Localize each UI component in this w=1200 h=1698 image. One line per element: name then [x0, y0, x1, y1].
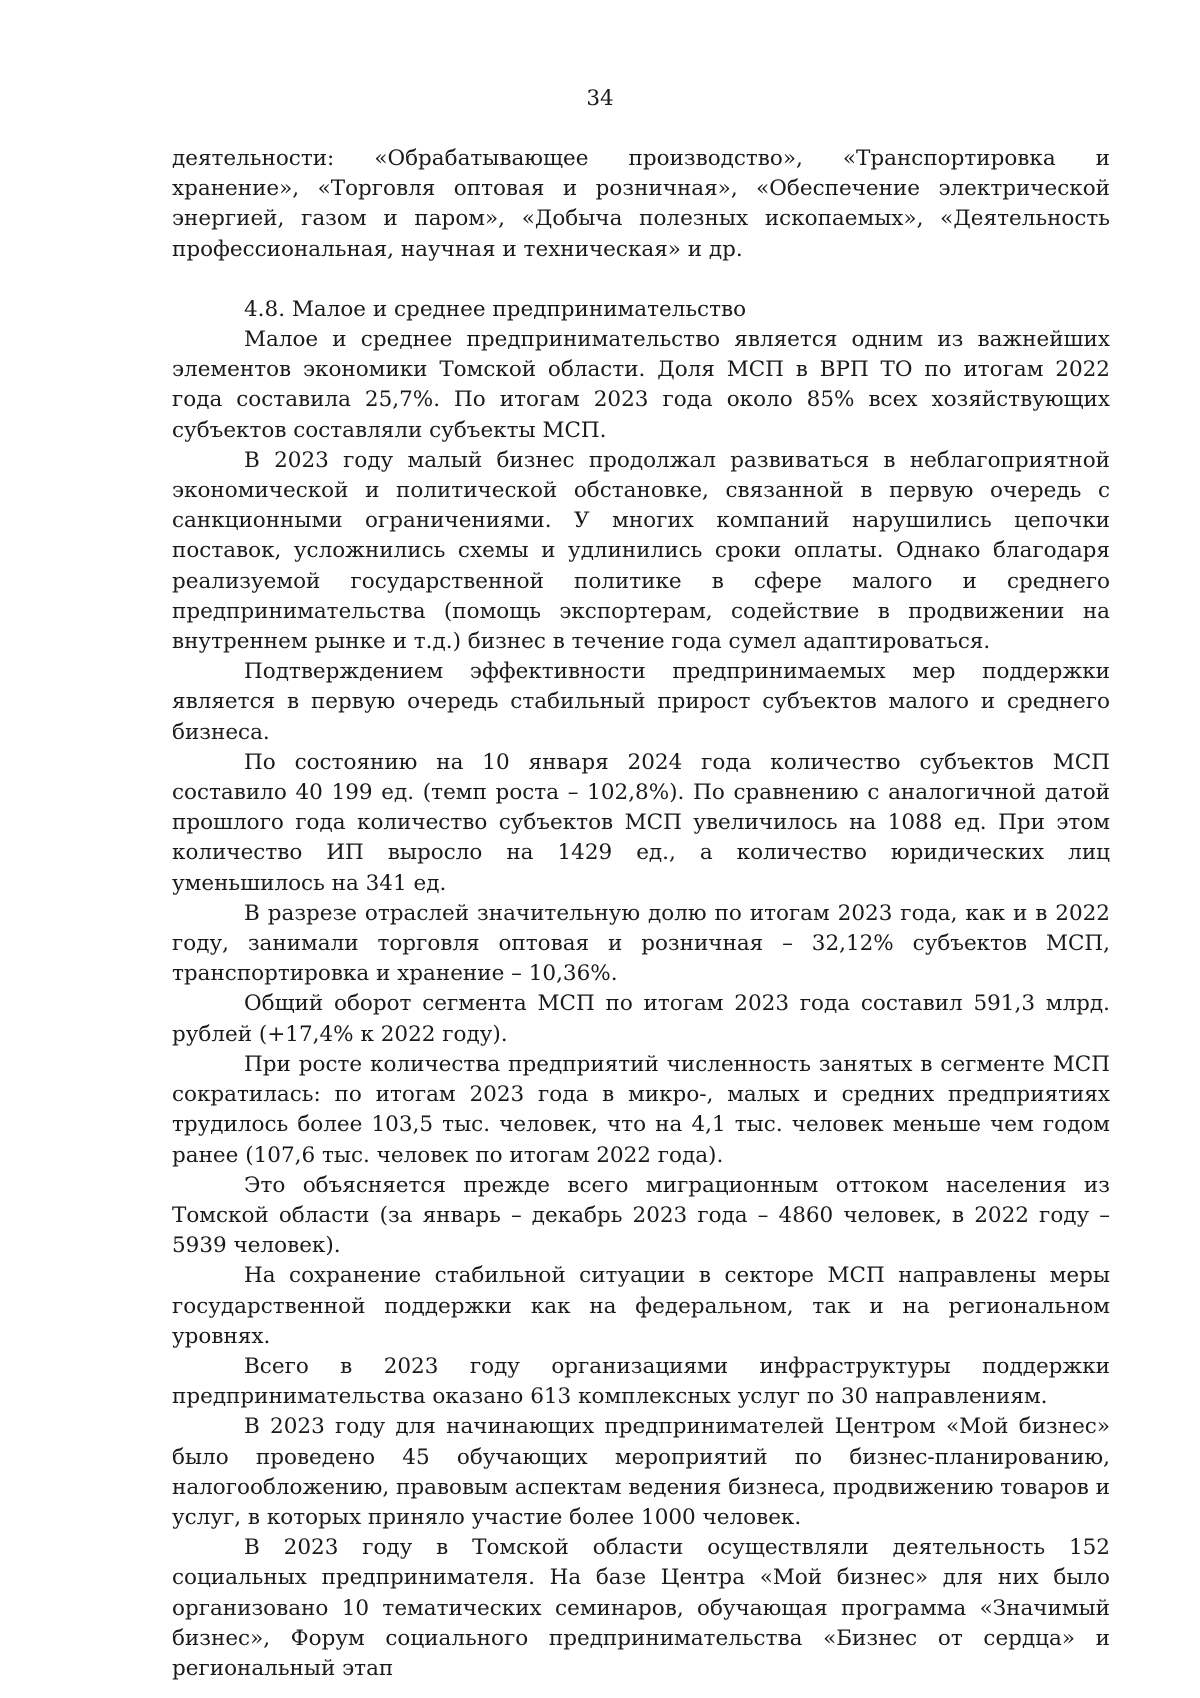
page-number: 34 — [586, 86, 614, 111]
paragraph: Это объясняется прежде всего миграционным оттоком населения из Томской области (за январь – декабрь 2023 года – 4860 человек, в 2022 году – 5939 человек). — [172, 1172, 1110, 1259]
paragraph: Подтверждением эффективности предпринимаемых мер поддержки является в первую очередь стабильный прирост субъектов малого и среднего бизнеса. — [172, 659, 1110, 745]
paragraph: В 2023 году для начинающих предпринимателей Центром «Мой бизнес» было проведено 45 обучающих мероприятий по бизнес-планированию, налогообложению, правовым аспектам ведения бизнеса, продвижению товаров и услуг, в которых приняло участие более 1000 человек. — [172, 1414, 1110, 1530]
paragraph: При росте количества предприятий численность занятых в сегменте МСП сократилась: по итогам 2023 года в микро-, малых и средних предприятиях трудилось более 103,5 тыс. человек, что на 4,1 тыс. человек меньше чем годом ранее (107,6 тыс. человек по итогам 2022 года). — [172, 1051, 1110, 1168]
paragraph: На сохранение стабильной ситуации в секторе МСП направлены меры государственной поддержки как на федеральном, так и на региональном уровнях. — [172, 1263, 1110, 1349]
paragraph: Общий оборот сегмента МСП по итогам 2023 года составил 591,3 млрд. рублей (+17,4% к 2022 году). — [172, 991, 1110, 1047]
section-heading: 4.8. Малое и среднее предпринимательство — [244, 296, 747, 322]
paragraph-continued: деятельности: «Обрабатывающее производство», «Транспортировка и хранение», «Торговля оптовая и розничная», «Обеспечение электрической энергией, газом и паром», «Добыча полезных ископаемых», «Деятельность профессиональная, научная и техническая» и др. — [172, 146, 1110, 262]
section-gap — [172, 265, 1110, 295]
paragraph: По состоянию на 10 января 2024 года количество субъектов МСП составило 40 199 ед. (темп роста – 102,8%). По сравнению с аналогичной датой прошлого года количество субъектов МСП увеличилось на 1088 ед. При этом количество ИП выросло на 1429 ед., а количество юридических лиц уменьшилось на 341 ед. — [172, 749, 1110, 896]
paragraph: Всего в 2023 году организациями инфраструктуры поддержки предпринимательства оказано 613 комплексных услуг по 30 направлениям. — [172, 1353, 1110, 1410]
page-body — [172, 144, 1110, 1684]
paragraph-continues: В 2023 году в Томской области осуществляли деятельность 152 социальных предпринимателя. На базе Центра «Мой бизнес» для них было организовано 10 тематических семинаров, обучающая программа «Значимый бизнес», Форум социального предпринимательства «Бизнес от сердца» и региональный этап — [172, 1535, 1110, 1681]
paragraph: В 2023 году малый бизнес продолжал развиваться в неблагоприятной экономической и политической обстановке, связанной в первую очередь с санкционными ограничениями. У многих компаний нарушились цепочки поставок, усложнились схемы и удлинились сроки оплаты. Однако благодаря реализуемой государственной политике в сфере малого и среднего предпринимательства (помощь экспортерам, содействие в продвижении на внутреннем рынке и т.д.) бизнес в течение года сумел адаптироваться. — [172, 447, 1110, 655]
paragraph: В разрезе отраслей значительную долю по итогам 2023 года, как и в 2022 году, занимали торговля оптовая и розничная – 32,12% субъектов МСП, транспортировка и хранение – 10,36%. — [172, 900, 1110, 987]
paragraph: Малое и среднее предпринимательство является одним из важнейших элементов экономики Томской области. Доля МСП в ВРП ТО по итогам 2022 года составила 25,7%. По итогам 2023 года около 85% всех хозяйствующих субъектов составляли субъекты МСП. — [172, 327, 1110, 443]
